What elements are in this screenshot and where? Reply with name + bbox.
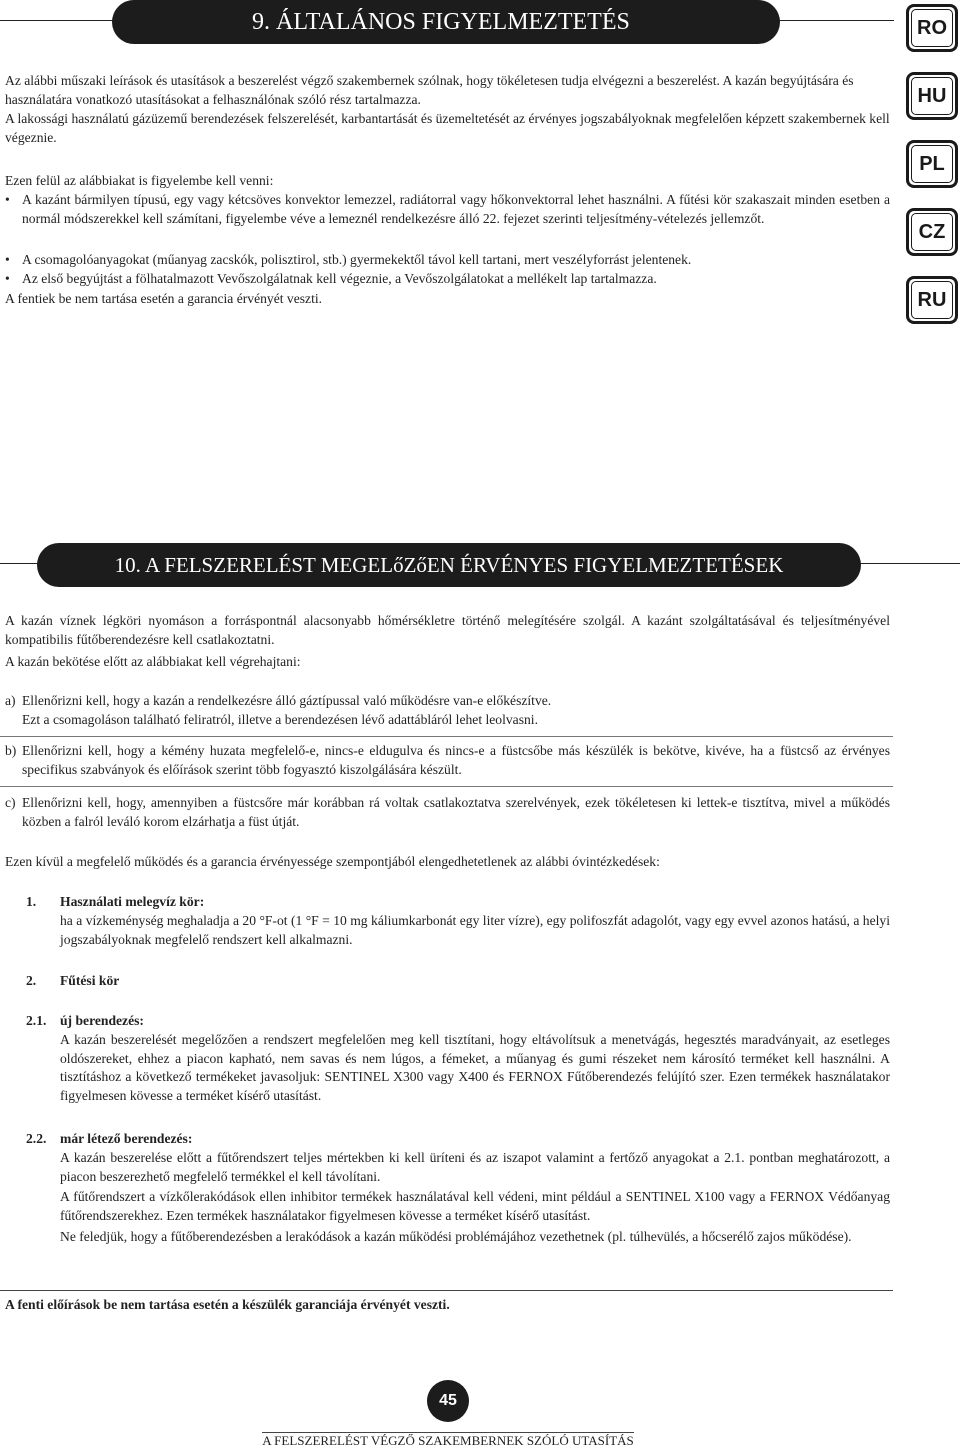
item-2-1-number: 2.1. [26, 1013, 47, 1028]
lang-label: RU [917, 288, 947, 311]
lang-label: RO [917, 16, 947, 39]
final-warranty-note: A fenti előírások be nem tartása esetén a készülék garanciája érvényét veszti. [5, 1297, 450, 1312]
lang-label: HU [917, 84, 947, 107]
item-2-1-title: új berendezés: [60, 1013, 144, 1028]
precautions-label: Ezen kívül a megfelelő működés és a garancia érvényessége szempontjából elengedhetetlenek az alábbi óvintézkedések: [5, 854, 660, 869]
item-c-text: Ellenőrizni kell, hogy, amennyiben a füstcsőre már korábban rá voltak csatlakoztatva szerelvények, ezek tökéletesen ki lettek-e tisztítva, mivel a működés közben a falról leváló korom elzárhatja a füst útját. [22, 795, 890, 829]
item-c-label: c) [5, 795, 16, 810]
item-a-text: Ellenőrizni kell, hogy a kazán a rendelkezésre álló gáztípussal való működésre van-e előkészítve. [22, 693, 552, 708]
consider-label: Ezen felül az alábbiakat is figyelembe kell venni: [5, 173, 274, 188]
item-2-number: 2. [26, 973, 37, 988]
lang-label: CZ [918, 220, 946, 243]
section-9-title: 9. ÁLTALÁNOS FIGYELMEZTETÉS [112, 0, 780, 44]
divider [0, 786, 893, 787]
lang-tab-cz[interactable] [906, 208, 958, 256]
lang-tab-ru[interactable] [906, 276, 958, 324]
divider [0, 736, 893, 737]
bullet-item: Az első begyújtást a fölhatalmazott Vevőszolgálatnak kell végeznie, a Vevőszolgálatokat a mellékelt lap tartalmazza. [22, 271, 657, 286]
item-2-2-text-2: A fűtőrendszert a vízkőlerakódások ellen inhibitor termékek használatával kell védeni, mint például a SENTINEL X100 vagy a FERNOX Védőanyag fűtőrendszerekhez. Ezen termékek használatakor figyelmesen kövesse a terméket kísérő utasítást. [60, 1189, 890, 1223]
bullet-item: A csomagolóanyagokat (műanyag zacskók, polisztirol, stb.) gyermekektől távol kell tartani, mert veszélyforrást jelentenek. [22, 252, 692, 267]
item-1-text: ha a vízkeménység meghaladja a 20 °F-ot (1 °F = 10 mg káliumkarbonát egy liter vízre), egy polifoszfát adagolót, vagy egy evvel azonos hatású, a helyi jogszabályoknak megfelelő rendszert kell alkalmazni. [60, 913, 890, 947]
section-10-title: 10. A FELSZERELÉST MEGELőZőEN ÉRVÉNYES FIGYELMEZTETÉSEK [37, 543, 861, 587]
footer-title: A FELSZERELÉST VÉGZŐ SZAKEMBERNEK SZÓLÓ UTASÍTÁS [262, 1433, 634, 1448]
lang-label: PL [919, 152, 945, 175]
item-2-2-text-3: Ne feledjük, hogy a fűtőberendezésben a lerakódások a kazán működési problémájához vezethetnek (pl. túlhevülés, a hőcserélő zajos működése). [60, 1229, 852, 1244]
lang-tab-ro[interactable] [906, 4, 958, 52]
regulation-paragraph: A lakossági használatú gázüzemű berendezések felszerelését, karbantartását és üzemeltetését az érvényes jogszabályoknak megfelelően képzett szakembernek kell végeznie. [5, 111, 890, 145]
item-1-number: 1. [26, 894, 37, 909]
item-1-title: Használati melegvíz kör: [60, 894, 205, 909]
bullet-dot: • [5, 252, 10, 267]
page-number: 45 [439, 1392, 457, 1409]
bullet-item: A kazánt bármilyen típusú, egy vagy kétcsöves konvektor lemezzel, radiátorral vagy hőkonvektorral lehet használni. A fűtési kör szakaszait minden esetben a normál módszerekkel kell számítani, figyelembe véve a lemeznél rendelkezésre álló 22. fejezet szerinti teljesítmény-vételezés jellemzőt. [22, 192, 890, 226]
warranty-note: A fentiek be nem tartása esetén a garancia érvényét veszti. [5, 291, 323, 306]
item-b-text: Ellenőrizni kell, hogy a kémény huzata megfelelő-e, nincs-e eldugulva és nincs-e a füstcsőbe más készülék is bekötve, kivéve, ha a füstcső az érvényes specifikus szabványok és előírások szerint több fogyasztó kiszolgálására készült. [22, 743, 890, 777]
purpose-paragraph: A kazán víznek légköri nyomáson a forráspontnál alacsonyabb hőmérsékletre történő melegítésére szolgál. A kazánt szolgáltatásával és teljesítményével kompatibilis fűtőberendezésre kell csatlakoztatni. [5, 613, 890, 647]
before-connection-label: A kazán bekötése előtt az alábbiakat kell végrehajtani: [5, 654, 301, 669]
intro-paragraph: Az alábbi műszaki leírások és utasítások a beszerelést végző szakembernek szólnak, hogy tökéletesen tudja elvégezni a beszerelést. A kazán begyújtására és használatára vonatkozó utasításokat a felhasználónak szóló rész tartalmazza. [5, 73, 854, 107]
page-number-badge [427, 1380, 469, 1422]
item-b-label: b) [5, 743, 17, 758]
divider [0, 1290, 893, 1291]
item-2-2-title: már létező berendezés: [60, 1131, 193, 1146]
bullet-dot: • [5, 271, 10, 286]
item-2-1-text: A kazán beszerelését megelőzően a rendszert megfelelően meg kell tisztítani, hogy eltávolítsuk a menetvágás, hegesztés maradványait, az esetleges oldószereket, ehhez a piacon kapható, nem savas és nem lúgos, a fémeket, a műanyag és gumi részeket nem károsító terméket kell használni. A tisztításhoz a következő termékeket javasoljuk: SENTINEL X300 vagy X400 és FERNOX Fűtőberendezés felújító szer. Ezen termékek használatakor figyelmesen kövesse a terméket kísérő utasítást. [60, 1032, 890, 1103]
bullet-dot: • [5, 192, 10, 207]
lang-tab-pl[interactable] [906, 140, 958, 188]
item-a-label: a) [5, 693, 16, 708]
lang-tab-hu[interactable] [906, 72, 958, 120]
item-2-2-text-1: A kazán beszerelése előtt a fűtőrendszert teljes mértekben ki kell üríteni és az iszapot valamint a fertőző anyagokat a 2.1. pontban meghatározott, a piacon beszerezhető megfelelő termékkel el kell távolítani. [60, 1150, 890, 1184]
item-2-2-number: 2.2. [26, 1131, 47, 1146]
item-a-note: Ezt a csomagoláson található feliratról, illetve a berendezésen lévő adattábláról lehet leolvasni. [22, 712, 538, 727]
item-2-title: Fűtési kör [60, 973, 120, 988]
